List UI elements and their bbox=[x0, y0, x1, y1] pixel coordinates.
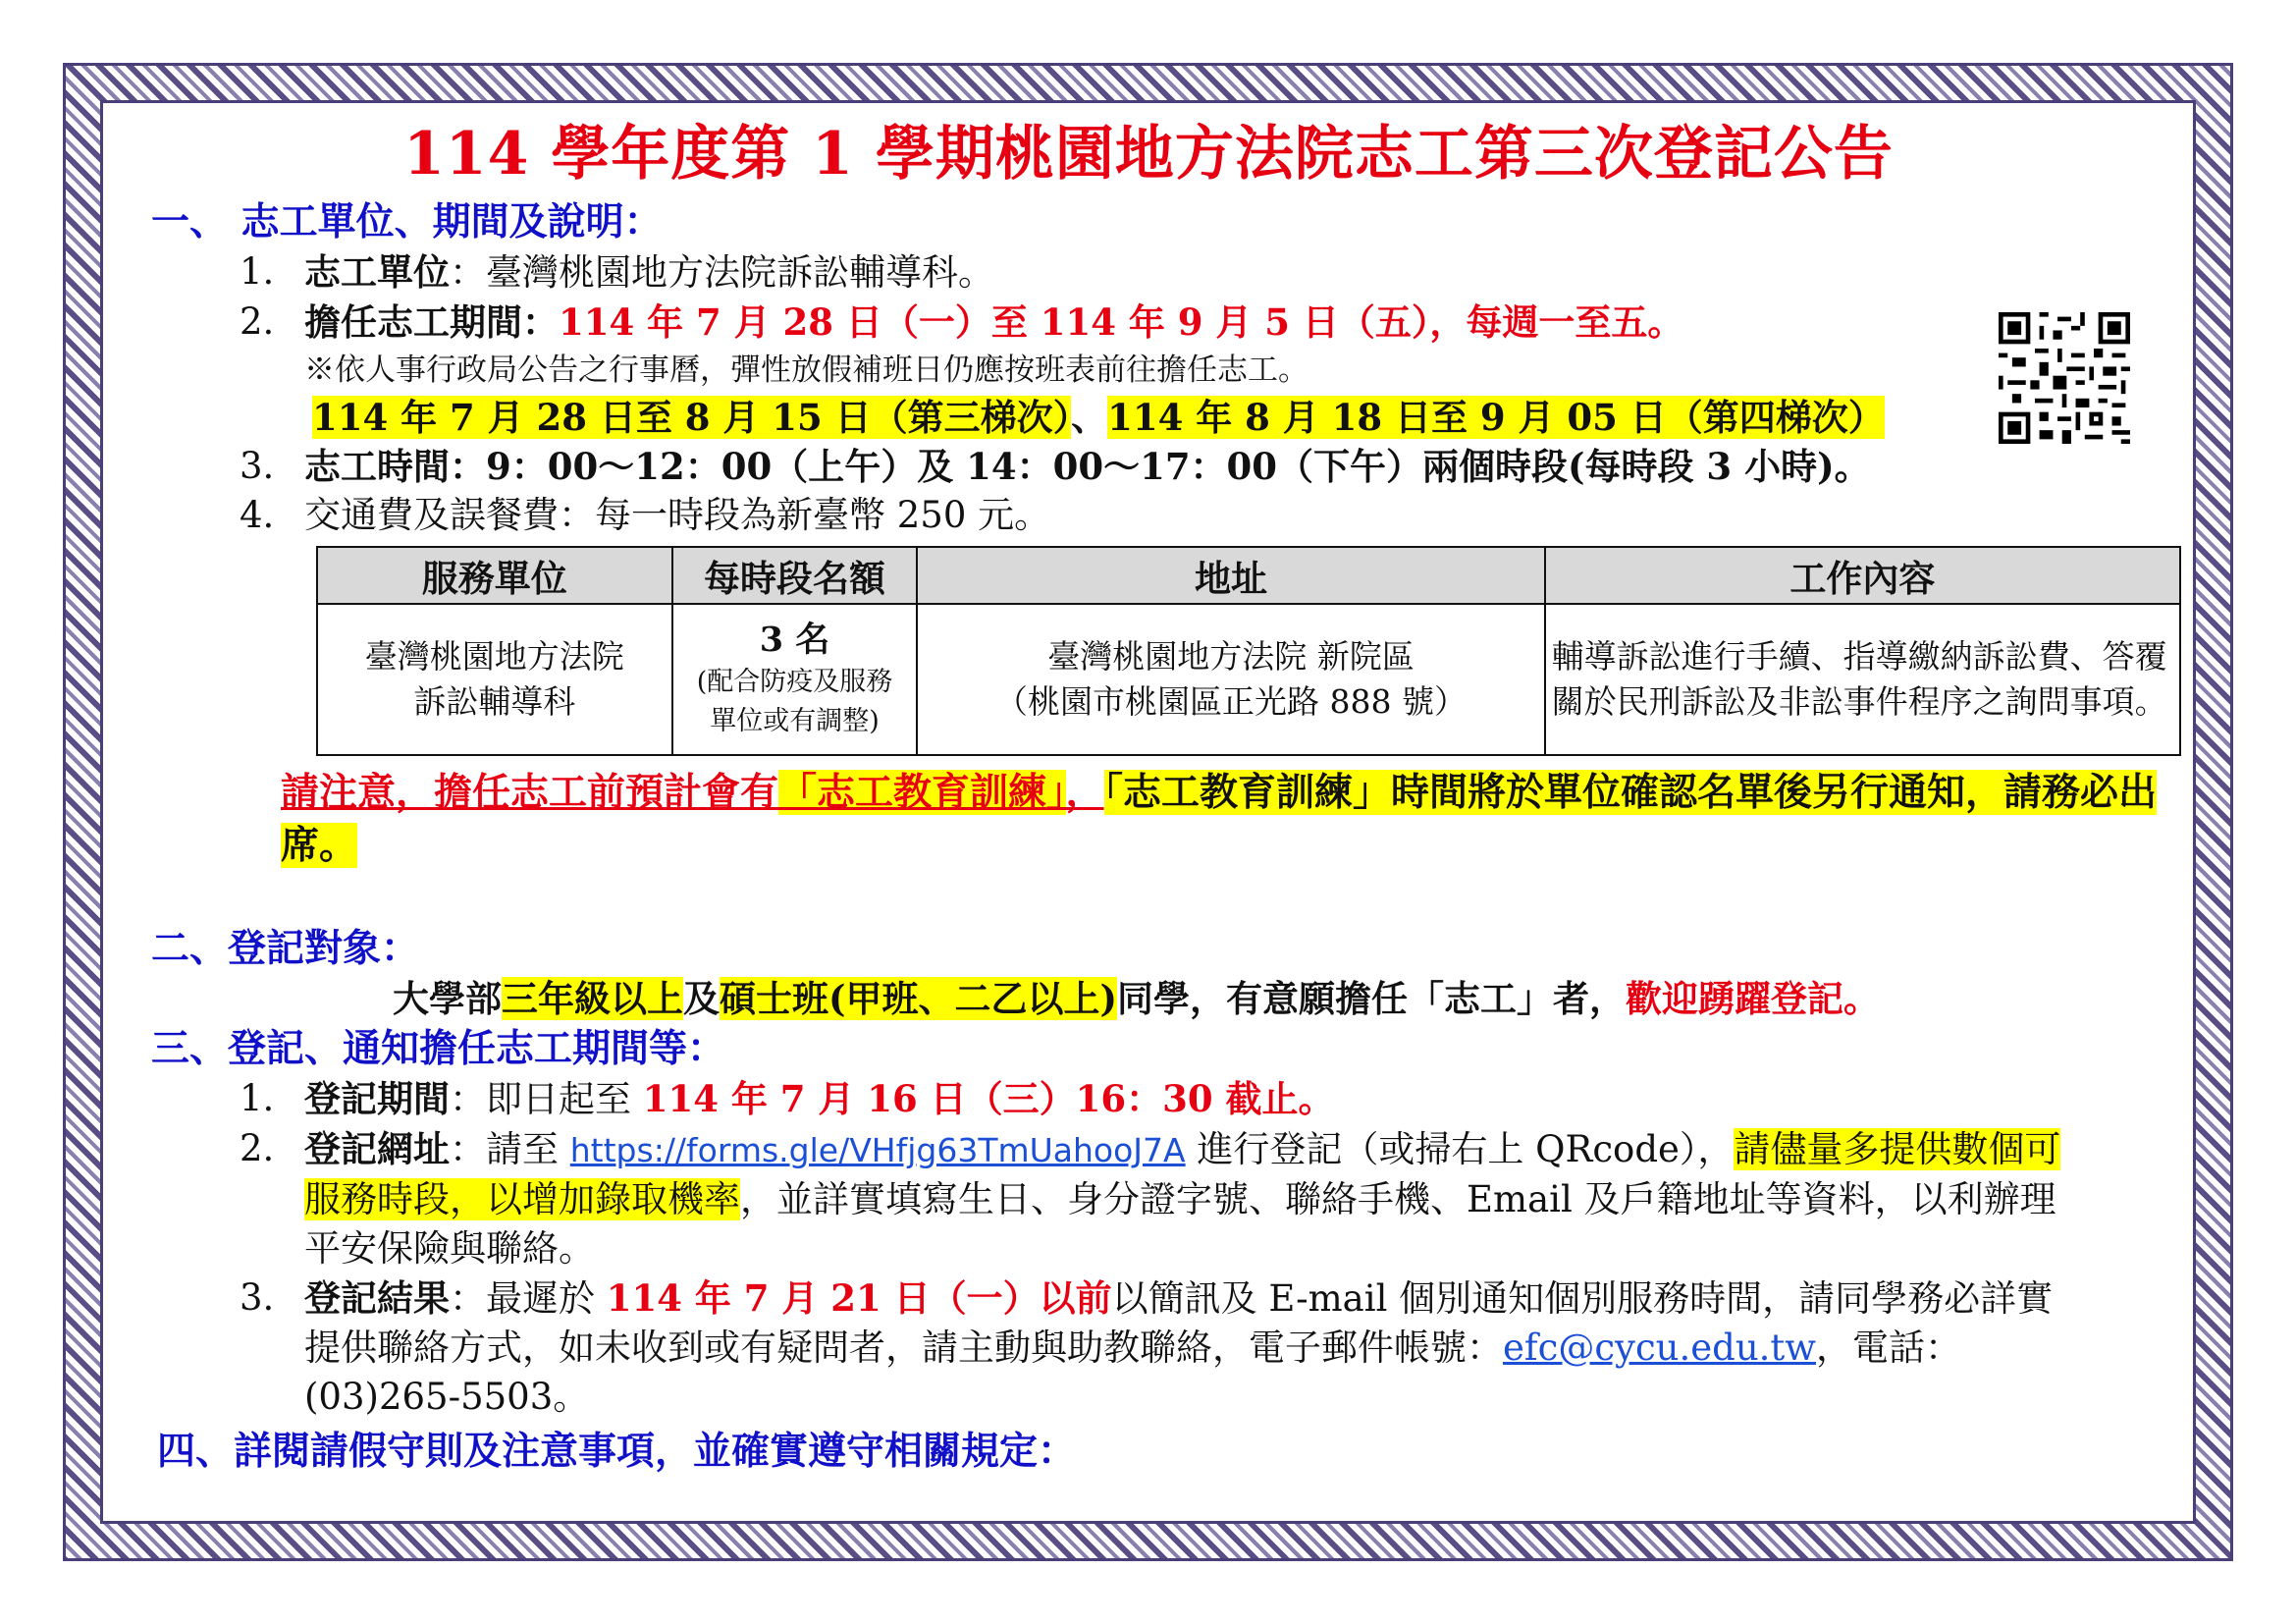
address-line: （桃園市桃園區正光路 888 號） bbox=[995, 682, 1467, 721]
item-label: 登記網址 bbox=[304, 1127, 450, 1170]
period-value: 114 年 7 月 28 日（一）至 114 年 9 月 5 日（五），每週一至五。 bbox=[559, 300, 1684, 344]
item-text: ：最遲於 bbox=[450, 1277, 607, 1320]
s3-item-2 bbox=[240, 1124, 2179, 1273]
quota-note: 單位或有調整) bbox=[710, 706, 880, 736]
ladder-4: 114 年 8 月 18 日至 9 月 05 日（第四梯次） bbox=[1107, 396, 1885, 439]
item-highlight: 請儘量多提供數個可服務時段，以增加錄取機率 bbox=[304, 1128, 2061, 1220]
quota-note: (配合防疫及服務 bbox=[696, 667, 893, 697]
page-title: 114 學年度第 1 學期桃園地方法院志工第三次登記公告 bbox=[403, 120, 1894, 189]
unit-line: 訴訟輔導科 bbox=[413, 682, 576, 721]
notice-red: 請注意，擔任志工前預計會有 bbox=[281, 770, 779, 815]
col-header: 每時段名額 bbox=[672, 547, 918, 604]
col-header: 工作內容 bbox=[1545, 547, 2180, 604]
notice-red-highlight: 「志工教育訓練」 bbox=[778, 770, 1066, 815]
email-link[interactable]: efc@cycu.edu.tw bbox=[1503, 1326, 1816, 1369]
eligibility-highlight: 碩士班(甲班、二乙以上) bbox=[720, 977, 1118, 1020]
item-number: 3. bbox=[240, 445, 275, 487]
eligibility-text bbox=[393, 974, 2179, 1023]
eligibility-highlight: 三年級以上 bbox=[502, 977, 683, 1020]
allowance-text: 交通費及誤餐費：每一時段為新臺幣 250 元。 bbox=[304, 494, 1051, 536]
item-label: 登記期間 bbox=[304, 1077, 450, 1120]
table-row bbox=[317, 604, 2180, 755]
phone-text: ，電話：(03)265-5503。 bbox=[304, 1326, 1961, 1418]
s1-item-4 bbox=[240, 491, 2179, 540]
cell-address bbox=[917, 604, 1544, 755]
notice-comma: ， bbox=[1065, 770, 1104, 815]
item-label: 登記結果 bbox=[304, 1276, 450, 1320]
training-notice bbox=[281, 766, 2179, 872]
cell-unit bbox=[317, 604, 672, 755]
s1-item-1 bbox=[240, 247, 2179, 298]
item-text: ，並詳實填寫生日、身分證字號、聯絡手機、Email 及戶籍地址等資料，以利辦理平安保險與聯絡。 bbox=[304, 1178, 2056, 1270]
address-line: 臺灣桃園地方法院 新院區 bbox=[1047, 637, 1415, 676]
section-2-heading: 二、登記對象： bbox=[151, 926, 420, 971]
quota-value: 3 名 bbox=[759, 620, 830, 660]
calendar-note: ※依人事行政局公告之行事曆，彈性放假補班日仍應按班表前往擔任志工。 bbox=[304, 352, 1308, 388]
service-table bbox=[316, 546, 2181, 756]
unit-line: 臺灣桃園地方法院 bbox=[364, 637, 624, 676]
section-1-heading: 一、 志工單位、期間及說明： bbox=[151, 199, 663, 244]
item-number: 4. bbox=[240, 494, 275, 536]
eligibility-part: 及 bbox=[683, 977, 720, 1020]
item-sep: ：即日起至 bbox=[450, 1078, 643, 1120]
item-text: 以簡訊及 E-mail 個別通知個別服務時間，請同學務必詳實提供聯絡方式，如未收到或有疑問者，請主動與助教聯絡，電子郵件帳號： bbox=[304, 1277, 2054, 1369]
cell-quota bbox=[672, 604, 918, 755]
s1-item-2 bbox=[240, 298, 2179, 348]
eligibility-welcome: 歡迎踴躍登記。 bbox=[1626, 977, 1881, 1020]
cell-work: 輔導訴訟進行手續、指導繳納訴訟費、答覆關於民刑訴訟及非訟事件程序之詢問事項。 bbox=[1545, 604, 2180, 755]
ladder-3: 114 年 7 月 28 日至 8 月 15 日（第三梯次） bbox=[312, 396, 1072, 439]
s3-item-3 bbox=[240, 1273, 2179, 1422]
item-text: ：臺灣桃園地方法院訴訟輔導科。 bbox=[450, 251, 994, 294]
item-number: 3. bbox=[240, 1276, 275, 1319]
ladder-sep: 、 bbox=[1071, 396, 1108, 439]
item-number: 2. bbox=[240, 1127, 275, 1169]
section-3-heading: 三、登記、通知擔任志工期間等： bbox=[151, 1026, 726, 1071]
registration-link[interactable]: https://forms.gle/VHfjg63TmUahooJ7A bbox=[569, 1131, 1186, 1169]
deadline-value: 114 年 7 月 16 日（三）16：30 截止。 bbox=[642, 1077, 1335, 1120]
eligibility-part: 同學，有意願擔任「志工」者， bbox=[1117, 977, 1627, 1020]
section-4-heading: 四、詳閱請假守則及注意事項，並確實遵守相關規定： bbox=[157, 1429, 1077, 1474]
item-number: 1. bbox=[240, 1077, 275, 1119]
col-header: 服務單位 bbox=[317, 547, 672, 604]
s3-item-1 bbox=[240, 1074, 2179, 1124]
item-text: ：請至 bbox=[450, 1128, 570, 1170]
item-number: 1. bbox=[240, 250, 275, 293]
announcement-content bbox=[118, 116, 2179, 1477]
result-date: 114 年 7 月 21 日（一）以前 bbox=[606, 1276, 1112, 1320]
item-label: 志工單位 bbox=[304, 250, 450, 294]
ladder-schedule bbox=[312, 393, 2179, 442]
eligibility-part: 大學部 bbox=[393, 977, 502, 1020]
notice-black: 「志工教育訓練」時間將於單位確認名單後另行通知，請務必出席。 bbox=[281, 770, 2158, 868]
item-sep: ： bbox=[522, 300, 559, 344]
col-header: 地址 bbox=[917, 547, 1544, 604]
item-label: 擔任志工期間 bbox=[304, 300, 522, 344]
service-hours: 志工時間：9：00～12：00（上午）及 14：00～17：00（下午）兩個時段(每時段 3 小時)。 bbox=[304, 445, 1871, 488]
item-number: 2. bbox=[240, 300, 275, 343]
s1-item-3 bbox=[240, 442, 2179, 491]
item-text: 進行登記（或掃右上 QRcode）， bbox=[1185, 1128, 1735, 1170]
